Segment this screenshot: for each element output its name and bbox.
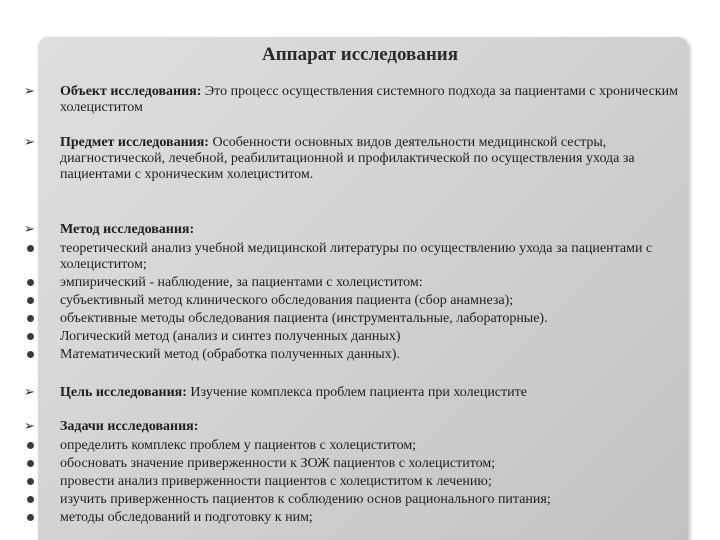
arrow-bullet-icon: ➢ — [24, 222, 35, 237]
tasks-label: Задачи исследования: — [60, 419, 199, 434]
bullet-dot-icon — [27, 245, 34, 252]
bullet-dot-icon — [27, 442, 34, 449]
list-item — [0, 311, 720, 327]
task-item-text: определить комплекс проблем у пациентов с холециститом; — [60, 438, 417, 453]
subject-text: Особенности основных видов деятельности медицинской сестры, диагностической, лечебной, реабилитационной и профилактической по осуществления ухода за пациентами с хроническим холециститом. — [60, 135, 635, 182]
list-item — [0, 456, 720, 472]
method-item-text: субъективный метод клинического обследования пациента (сбор анамнеза); — [60, 293, 514, 308]
list-item — [0, 241, 720, 273]
bullet-dot-icon — [27, 460, 34, 467]
list-item — [0, 510, 720, 526]
object-section — [0, 84, 720, 116]
list-item — [0, 329, 720, 345]
task-item-text: изучить приверженность пациентов к соблюдению основ рационального питания; — [60, 492, 551, 507]
list-item — [0, 492, 720, 508]
subject-item — [0, 135, 720, 183]
bullet-dot-icon — [27, 315, 34, 322]
bullet-dot-icon — [27, 333, 34, 340]
bullet-dot-icon — [27, 351, 34, 358]
arrow-bullet-icon: ➢ — [24, 385, 35, 400]
goal-item — [0, 385, 720, 401]
arrow-bullet-icon: ➢ — [24, 135, 35, 150]
task-item-text: методы обследований и подготовку к ним; — [60, 510, 313, 525]
task-item-text: провести анализ приверженности пациентов с холециститом к лечению; — [60, 474, 492, 489]
list-item — [0, 275, 720, 291]
tasks-section — [0, 419, 720, 526]
method-heading — [0, 222, 720, 239]
task-item-text: обосновать значение приверженности к ЗОЖ пациентов с холециститом; — [60, 456, 496, 471]
goal-text: Изучение комплекса проблем пациента при холецистите — [186, 385, 527, 400]
subject-section — [0, 135, 720, 183]
goal-section — [0, 385, 720, 401]
bullet-dot-icon — [27, 514, 34, 521]
method-item-text: объективные методы обследования пациента (инструментальные, лабораторные). — [60, 311, 548, 326]
bullet-dot-icon — [27, 496, 34, 503]
method-item-text: Логический метод (анализ и синтез полученных данных) — [60, 329, 401, 344]
method-item-text: Математический метод (обработка полученных данных). — [60, 347, 400, 362]
bullet-dot-icon — [27, 297, 34, 304]
object-text: Это процесс осуществления системного подхода за пациентами с хроническим холециститом — [60, 84, 678, 115]
method-item-text: эмпирический - наблюдение, за пациентами с холециститом: — [60, 275, 423, 290]
tasks-heading — [0, 419, 720, 436]
list-item — [0, 474, 720, 490]
subject-label: Предмет исследования: — [60, 135, 209, 150]
arrow-bullet-icon: ➢ — [24, 419, 35, 434]
method-label: Метод исследования: — [60, 222, 195, 237]
method-item-text: теоретический анализ учебной медицинской литературы по осуществлению ухода за пациентами с холециститом; — [60, 241, 653, 272]
bullet-dot-icon — [27, 279, 34, 286]
method-section — [0, 222, 720, 363]
object-label: Объект исследования: — [60, 84, 202, 99]
page-title: Аппарат исследования — [261, 44, 458, 65]
list-item — [0, 293, 720, 309]
bullet-dot-icon — [27, 478, 34, 485]
goal-label: Цель исследования: — [60, 385, 187, 400]
object-item — [0, 84, 720, 116]
arrow-bullet-icon: ➢ — [24, 84, 35, 99]
list-item — [0, 347, 720, 363]
list-item — [0, 438, 720, 454]
